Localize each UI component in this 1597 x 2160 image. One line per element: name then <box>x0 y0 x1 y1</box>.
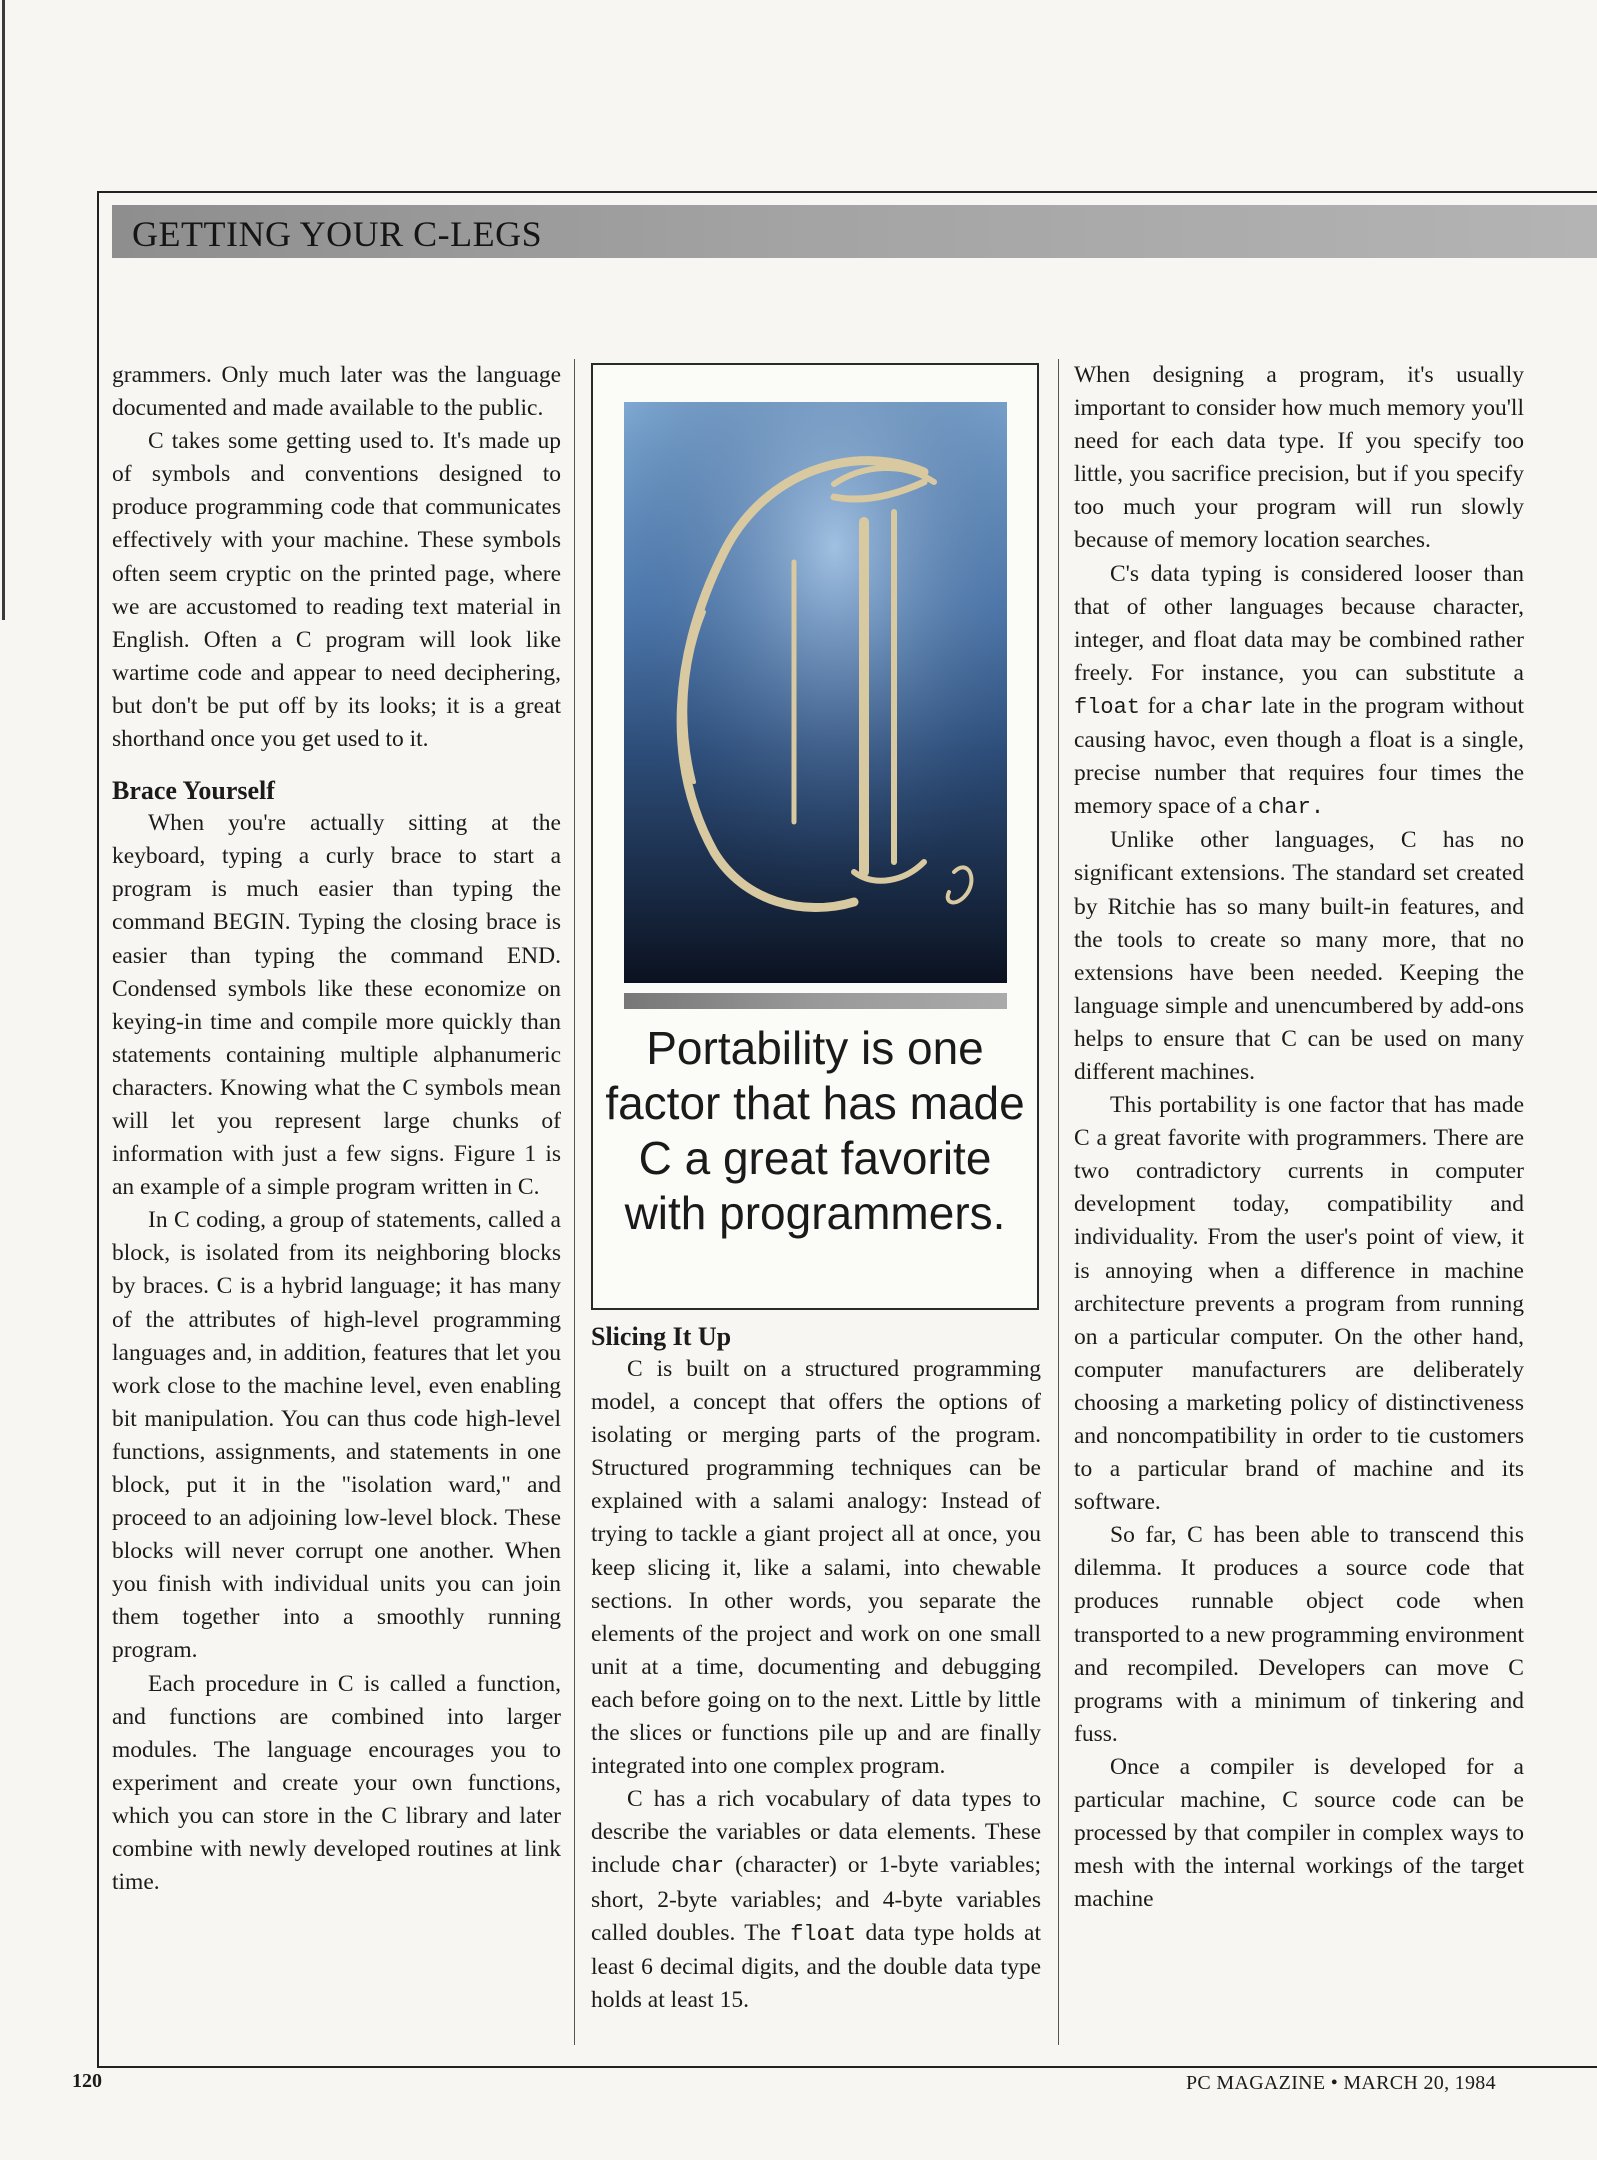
column-rule-1 <box>574 359 575 2045</box>
frame-left-rule <box>97 191 99 2067</box>
code-float: float <box>790 1921 857 1947</box>
code-float: float <box>1074 694 1141 720</box>
paragraph <box>1074 558 1524 825</box>
text-run: late in the program without causing havoc, even though a float is a single, precise number that requires four times the memory space of a <box>1074 692 1524 820</box>
scan-edge <box>2 0 5 620</box>
code-char: char <box>1200 694 1254 720</box>
figure-box <box>591 363 1039 1310</box>
paragraph: C takes some getting used to. It's made up of symbols and conventions designed to produce programming code that communicates effectively with your machine. These symbols often seem cryptic on the printed page, where we are accustomed to reading text material in English. Often a C program will look like wartime code and appear to need deciphering, but don't be put off by its looks; it is a great shorthand once you get used to it. <box>112 428 561 753</box>
paragraph: In C coding, a group of statements, called a block, is isolated from its neighboring blocks by braces. C is a hybrid language; it has many of the attributes of high-level programming languages and, in addition, features that let you work close to the machine level, even enabling bit manipulation. You can thus code high-level functions, assignments, and statements in one block, put it in the "isolation ward," and proceed to an adjoining low-level block. These blocks will never corrupt one another. When you finish with individual units you can join them together into a smoothly running program. <box>112 1207 561 1664</box>
pullquote: Portability is one factor that has made C a great favorite with programmers. <box>605 1022 1025 1239</box>
section-header <box>112 205 1597 258</box>
text-run: for a <box>1140 692 1201 719</box>
paragraph: C is built on a structured programming model, a concept that offers the options of isolating or merging parts of the program. Structured programming techniques can be explained with a salami analogy: Instead of trying to tackle a giant project all at once, you keep slicing it, like a salami, into chewable sections. In other words, you separate the elements of the project and work on one small unit at a time, documenting and debugging each before going on to the next. Little by little the slices or functions pile up and are finally integrated into one complex program. <box>591 1356 1041 1780</box>
subhead-slicing-it-up: Slicing It Up <box>591 1322 732 1351</box>
paragraph: When designing a program, it's usually important to consider how much memory you'll need for each data type. If you specify too little, you sacrifice precision, but if you specify too much your program will run slowly because of memory location searches. <box>1074 362 1524 554</box>
column-1 <box>112 359 561 1899</box>
paragraph: When you're actually sitting at the keyboard, typing a curly brace to start a program is much easier than typing the command BEGIN. Typing the closing brace is easier than typing the command END. Condensed symbols like these economize on keying-in time and compile more quickly than statements containing multiple alphanumeric characters. Knowing what the C symbols mean will let you represent large chunks of information with just a few signs. Figure 1 is an example of a simple program written in C. <box>112 810 561 1201</box>
paragraph: This portability is one factor that has made C a great favorite with programmers. There are two contradictory currents in computer development today, compatibility and individuality. From the user's point of view, it is annoying when a difference in machine architecture prevents a program from running on a particular computer. On the other hand, computer manufacturers are deliberately choosing a marketing policy of distinctiveness and noncompatibility in order to tie customers to a particular brand of machine and its software. <box>1074 1092 1524 1516</box>
frame-top-rule <box>97 191 1597 193</box>
paragraph: grammers. Only much later was the language documented and made available to the public. <box>112 362 561 422</box>
section-title: GETTING YOUR C-LEGS <box>132 214 543 254</box>
text-run: data type holds at least 6 decimal digits, and the double data type holds at least 15. <box>591 1919 1041 2013</box>
frame-bottom-rule <box>97 2066 1597 2068</box>
paragraph: Once a compiler is developed for a particular machine, C source code can be processed by that compiler in complex ways to mesh with the internal workings of the target machine <box>1074 1753 1524 1913</box>
column-2 <box>591 1320 1041 2017</box>
text-run: C has a rich vocabulary of data types to describe the variables or data elements. These include <box>591 1786 1041 1879</box>
column-rule-2 <box>1058 359 1059 2045</box>
text-run: (character) or 1-byte variables; short, 2-byte variables; and 4-byte variables called doubles. The <box>591 1852 1041 1946</box>
subhead-brace-yourself: Brace Yourself <box>112 776 275 806</box>
code-char: char. <box>1258 795 1325 821</box>
column-3 <box>1074 359 1524 1916</box>
caption-bar <box>624 993 1007 1009</box>
paragraph <box>591 1783 1041 2017</box>
ornamental-c-illustration <box>624 402 1007 983</box>
paragraph: So far, C has been able to transcend this dilemma. It produces a source code that produces runnable object code when transported to a new programming environment and recompiled. Developers can move C programs with a minimum of tinkering and fuss. <box>1074 1522 1524 1747</box>
paragraph: Each procedure in C is called a function, and functions are combined into larger modules. The language encourages you to experiment and create your own functions, which you can store in the C library and later combine with newly developed routines at link time. <box>112 1670 561 1896</box>
paragraph: Unlike other languages, C has no significant extensions. The standard set created by Ritchie has so many built-in features, and the tools to create so many more, that no extensions have been needed. Keeping the language simple and unencumbered by add-ons helps to ensure that C can be used on many different machines. <box>1074 827 1524 1085</box>
page-number: 120 <box>72 2070 102 2092</box>
code-char: char <box>671 1854 725 1880</box>
publication-line: PC MAGAZINE • MARCH 20, 1984 <box>1186 2072 1496 2094</box>
illustration <box>624 402 1007 983</box>
text-run: C's data typing is considered looser than that of other languages because character, integer, and float data may be combined rather freely. For instance, you can substitute a <box>1074 560 1524 686</box>
